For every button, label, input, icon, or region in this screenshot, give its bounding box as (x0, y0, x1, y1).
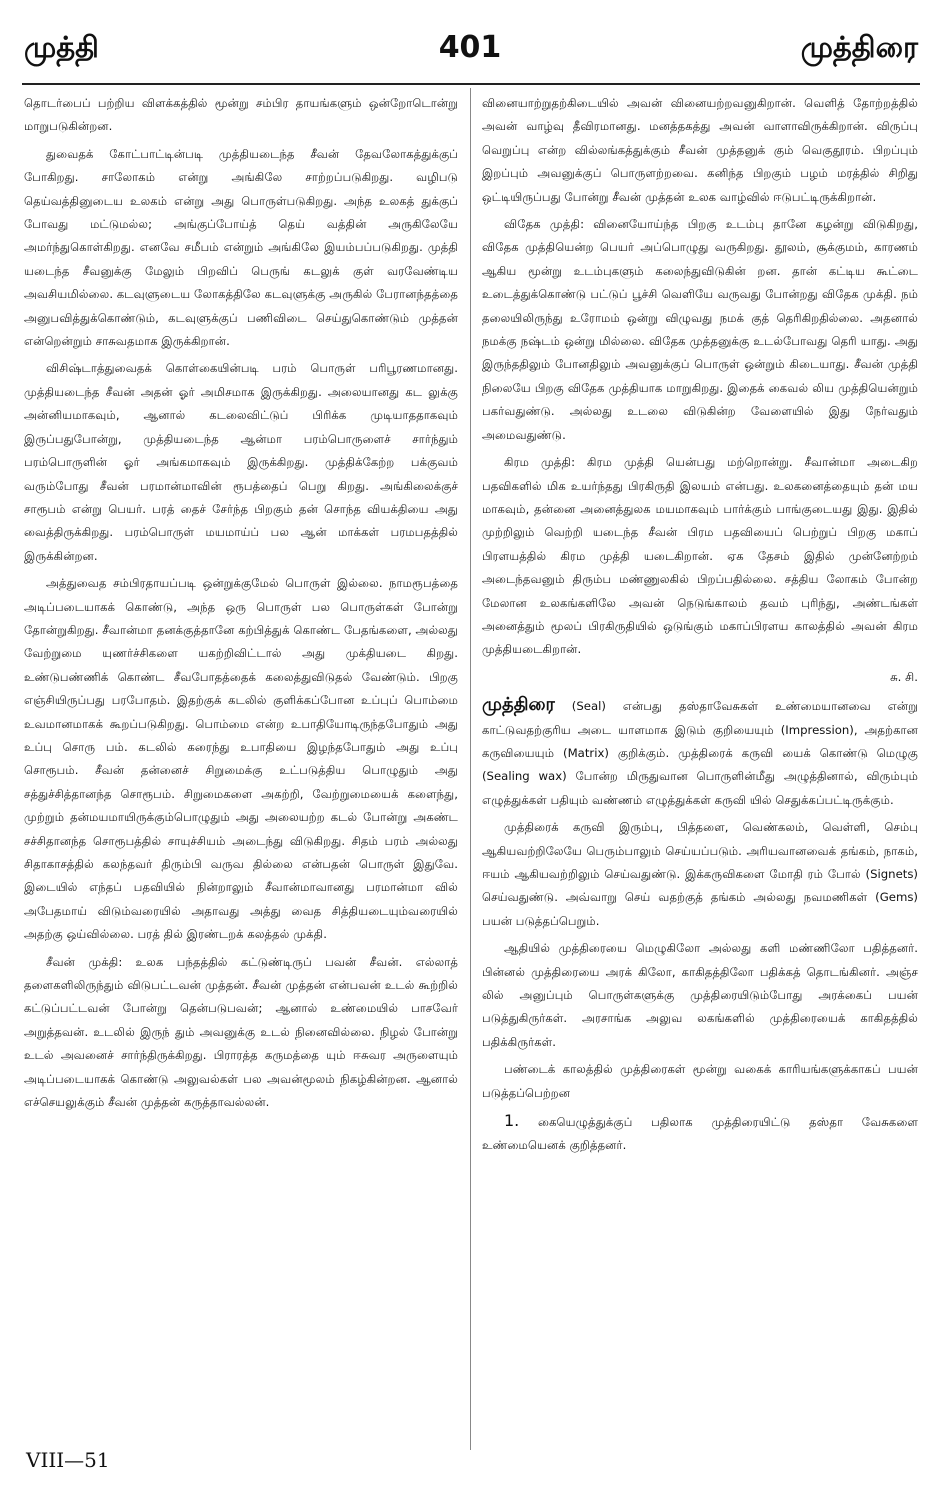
author-signature: சு. சி. (890, 669, 918, 684)
paragraph: அத்துவைத சம்பிரதாயப்படி ஒன்றுக்குமேல் பொருள் இல்லை. நாமரூபத்தை அடிப்படையாகக் கொண்டு, அந்த ஒரு பொருள் பல பொருள்கள் போன்று தோன்றுகிறது. சீவான்மா தனக்குத்தானே கற்பித்துக் கொண்ட பேதங்களை, அல்லது வேற்றுமை யுணர்ச்சிகளை யகற்றிவிட்டால் அது முக்தியடை கிறது. உண்டுபண்ணிக் கொண்ட சீவபோதத்தைக் கலைத்துவிடுதல் வேண்டும். பிறகு எஞ்சியிருப்பது பரபோதம். இதற்குக் கடலில் குளிக்கப்போன உப்புப் பொம்மை உவமானமாகக் கூறப்படுகிறது. பொம்மை என்ற உபாதியோடிருந்தபோதும் அது உப்பு சொரு பம். கடலில் கரைந்து உபாதியை இழந்தபோதும் அது உப்பு சொரூபம். சீவன் தன்னைச் சிறுமைக்கு உட்படுத்திய பொழுதும் அது சத்துச்சித்தானந்த சொரூபம். சிறுமைகளை அகற்றி, வேற்றுமையைக் களைந்து, முற்றும் தன்மயமாயிருக்கும்பொழுதும் அது அலையற்ற கடல் போன்று அகண்ட சச்சிதானந்த சொரூபத்தில் சாயுச்சியம் அடைந்து விடுகிறது. சிதம் பரம் அல்லது சிதாகாசத்தில் கலந்தவர் திரும்பி வருவ தில்லை என்பதன் பொருள் இதுவே. இடையில் எந்தப் பதவியில் நின்றாலும் சீவான்மாவானது பரமான்மா வில் அபேதமாய் விடும்வரையில் அதாவது அத்து வைத சித்தியடையும்வரையில் அதற்கு ஒய்வில்லை. பரத் தில் இரண்டறக் கலத்தல் முக்தி. (24, 576, 458, 942)
entry-text: (Seal) என்பது தஸ்தாவேசுகள் உண்மையானவை என்று காட்டுவதற்குரிய அடை யாளமாக இடும் குறியையும் (Impression), அதற்கான கருவியையும் (Matrix) குறிக்கும். முத்திரைக் கருவி யைக் கொண்டு மெழுகு (Sealing wax) போன்ற மிருதுவான பொருளின்மீது அழுத்தினால், விரும்பும் எழுத்துக்கள் பதியும் வண்ணம் எழுத்துக்கள் கருவி யில் செதுக்கப்பட்டிருக்கும். (482, 699, 919, 807)
entry-first-paragraph (482, 693, 918, 812)
paragraph: சீவன் முக்தி: உலக பந்தத்தில் கட்டுண்டிருப் பவன் சீவன். எல்லாத் தளைகளிலிருந்தும் விடுபட்டவன் முத்தன். சீவன் முத்தன் என்பவன் உடல் கூற்றில் கட்டுப்பட்டவன் போன்று தென்படுபவன்; ஆனால் உண்மையில் பாசவேர் அறுத்தவன். உடலில் இருந் தும் அவனுக்கு உடல் நினைவில்லை. நிழல் போன்று உடல் அவனைச் சார்ந்திருக்கிறது. பிராரத்த கருமத்தை யும் ஈசுவர அருளையும் அடிப்படையாகக் கொண்டு அலுவல்கள் பல அவன்மூலம் நிகழ்கின்றன. ஆனால் எச்செயலுக்கும் சீவன் முத்தன் கருத்தாவல்லன். (24, 954, 458, 1110)
paragraph: முத்திரைக் கருவி இரும்பு, பித்தளை, வெண்கலம், வெள்ளி, செம்பு ஆகியவற்றிலேயே பெரும்பாலும் செய்யப்படும். அரியவானவைக் தங்கம், நாகம், ஈயம் ஆகியவற்றிலும் செய்வதுண்டு. இக்கருவிகளை மோதி ரம் போல் (Signets) செய்வதுண்டு. அவ்வாறு செய் வதற்குத் தங்கம் அல்லது நவமணிகள் (Gems) பயன் படுத்தப்பெறும். (482, 820, 918, 928)
left-column (24, 92, 458, 1118)
left-running-head: முத்தி (24, 30, 99, 64)
paragraph: தொடர்பைப் பற்றிய விளக்கத்தில் மூன்று சம்பிர தாயங்களும் ஒன்றோடொன்று மாறுபடுகின்றன. (24, 96, 458, 134)
page-header (0, 30, 940, 78)
list-item-text: கையெழுத்துக்குப் பதிலாக முத்திரையிட்டு தஸ்தா வேசுகளை உண்மையெனக் குறித்தனர். (482, 1115, 918, 1153)
right-column (482, 92, 918, 1162)
paragraph: வினையாற்றுதற்கிடையில் அவன் வினையற்றவனுகிறான். வெளித் தோற்றத்தில் அவன் வாழ்வு தீவிரமானது. மனத்தகத்து அவன் வாளாவிருக்கிறான். விருப்பு வெறுப்பு என்ற வில்லங்கத்துக்கும் சீவன் முத்தனுக் கும் வெகுதூரம். பிறப்பும் இறப்பும் அவனுக்குப் பொருளற்றவை. கனிந்த பிறகும் பழம் மரத்தில் சிறிது ஒட்டியிருப்பது போன்று சீவன் முத்தன் உலக வாழ்வில் ஈடுபட்டிருக்கிறான். (482, 96, 918, 204)
paragraph: துவைதக் கோட்பாட்டின்படி முத்தியடைந்த சீவன் தேவலோகத்துக்குப் போகிறது. சாலோகம் என்று அங்கிலே சாற்றப்படுகிறது. வழிபடு தெய்வத்தினுடைய உலகம் என்று அது பொருள்படுகிறது. அந்த உலகத் துக்குப் போவது மட்டுமல்ல; அங்குப்போய்த் தெய் வத்தின் அருகிலேயே அமர்ந்துகொள்கிறது. எனவே சமீபம் என்றும் அங்கிலே இயம்பப்படுகிறது. முத்தி யடைந்த சீவனுக்கு மேலும் பிறவிப் பெருங் கடலுக் குள் வரவேண்டிய அவசியமில்லை. கடவுளுடைய லோகத்திலே கடவுளுக்கு அருகில் பேரானந்தத்தை அனுபவித்துக்கொண்டும், கடவுளுக்குப் பணிவிடை செய்துகொண்டும் முத்தன் என்றென்றும் சாசுவதமாக இருக்கிறான். (24, 146, 458, 349)
paragraph: விதேக முத்தி: வினையோய்ந்த பிறகு உடம்பு தானே கழன்று விடுகிறது, விதேக முத்தியென்ற பெயர் அப்பொழுது வருகிறது. தூலம், சூக்குமம், காரணம் ஆகிய மூன்று உடம்புகளும் கலைந்துவிடுகின் றன. தான் கட்டிய கூட்டை உடைத்துக்கொண்டு பட்டுப் பூச்சி வெளியே வருவது போன்றது விதேக முக்தி. நம் தலையிலிருந்து உரோமம் ஒன்று விழுவது நமக் குத் தெரிகிறதில்லை. அதனால் நமக்கு நஷ்டம் ஒன்று மில்லை. விதேக முத்தனுக்கு உடல்போவது தெரி யாது. அது இருந்ததிலும் போனதிலும் அவனுக்குப் பொருள் ஒன்றும் கிடையாது. சீவன் முத்தி நிலையே பிறகு விதேக முத்தியாக மாறுகிறது. இதைக் கைவல் லிய முத்தியென்றும் பகர்வதுண்டு. அல்லது உடலை விடுகின்ற வேளையில் இது நேர்வதும் அமைவதுண்டு. (482, 217, 918, 442)
paragraph: விசிஷ்டாத்துவைதக் கொள்கையின்படி பரம் பொருள் பரிபூரணமானது. முத்தியடைந்த சீவன் அதன் ஓர் அமிசமாக இருக்கிறது. அலையானது கட லுக்கு அன்னியமாகவும், ஆனால் கடலைவிட்டுப் பிரிக்க முடியாததாகவும் இருப்பதுபோன்று, முத்தியடைந்த ஆன்மா பரம்பொருளைச் சார்ந்தும் பரம்பொருளின் ஓர் அங்கமாகவும் இருக்கிறது. முத்திக்கேற்ற பக்குவம் வரும்போது சீவன் பரமான்மாவின் ரூபத்தைப் பெறு கிறது. அங்கிலைக்குச் சாரூபம் என்று பெயர். பரத் தைச் சேர்ந்த பிறகும் தன் சொந்த வியக்தியை அது வைத்திருக்கிறது. பரம்பொருள் மயமாய்ப் பல ஆன் மாக்கள் பரமபதத்தில் இருக்கின்றன. (24, 361, 458, 563)
column-divider (470, 88, 471, 1450)
paragraph: ஆதியில் முத்திரையை மெழுகிலோ அல்லது களி மண்ணிலோ பதித்தனர். பின்னல் முத்திரையை அரக் கிலோ, காகிதத்திலோ பதிக்கத் தொடங்கினர். அஞ்ச லில் அனுப்பும் பொருள்களுக்கு முத்திரையிடும்போது அரக்கைப் பயன் படுத்துகிருர்கள். அரசாங்க அலுவ லகங்களில் முத்திரையைக் காகிதத்தில் பதிக்கிருர்கள். (482, 941, 918, 1049)
paragraph: பண்டைக் காலத்தில் முத்திரைகள் மூன்று வகைக் காரியங்களுக்காகப் பயன் படுத்தப்பெற்றன (482, 1062, 918, 1100)
right-running-head: முத்திரை (800, 30, 918, 64)
entry-headword: முத்திரை (482, 694, 555, 716)
page-number: 401 (438, 30, 502, 65)
list-item-number: 1. (504, 1111, 520, 1131)
list-item (482, 1109, 918, 1158)
volume-page-marker: VIII—51 (26, 1448, 110, 1472)
paragraph: கிரம முத்தி: கிரம முத்தி யென்பது மற்றொன்று. சீவான்மா அடைகிற பதவிகளில் மிக உயர்ந்தது பிரகிருதி இலயம் என்பது. உலகனைத்தையும் தன் மய மாகவும், தன்னை அனைத்துலக மயமாகவும் பார்க்கும் பாங்குடையது இது. இதில் முற்றிலும் வெற்றி யடைந்த சீவன் பிரம பதவியைப் பெற்றுப் பிறகு மகாப் பிரளயத்தில் கிரம முத்தி யடைகிறான். ஏக தேசம் இதில் முன்னேற்றம் அடைந்தவனும் திரும்ப மண்ணுலகில் பிறப்பதில்லை. சத்திய லோகம் போன்ற மேலான உலகங்களிலே அவன் நெடுங்காலம் தவம் புரிந்து, அண்டங்கள் அனைத்தும் மூலப் பிரகிருதியில் ஒடுங்கும் மகாப்பிரளய காலத்தில் அவன் கிரம முத்தியடைகிறான். (482, 455, 918, 657)
header-rule (22, 83, 920, 85)
